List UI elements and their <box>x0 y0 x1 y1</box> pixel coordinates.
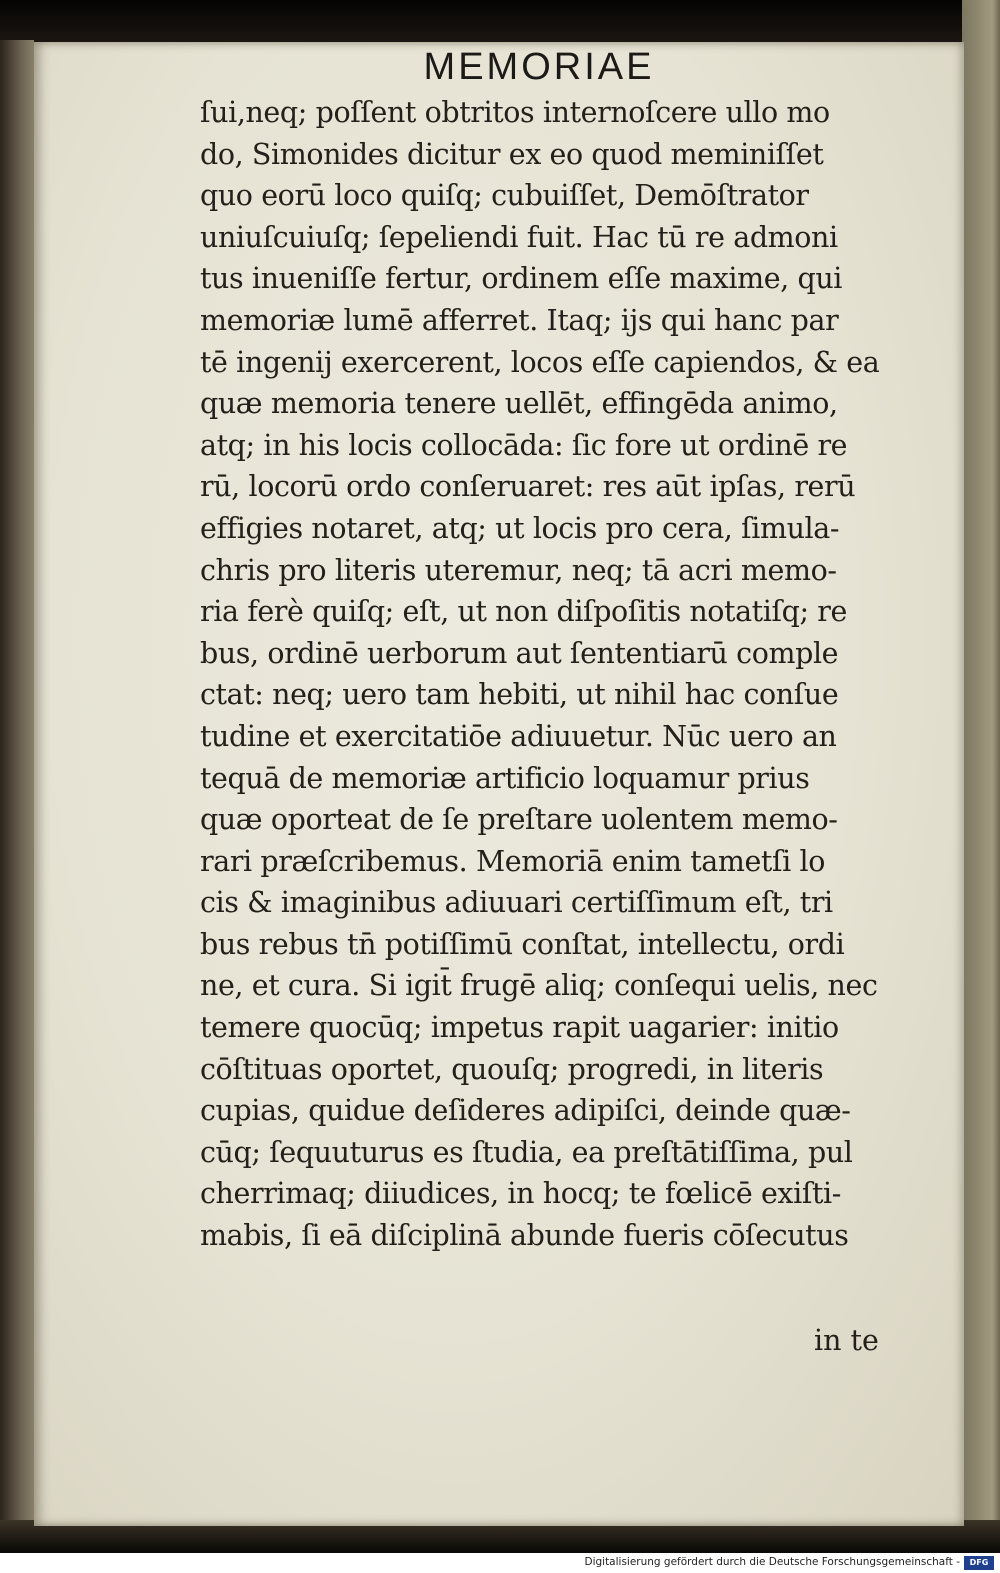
text-line: cis & imaginibus adiuuari certiſſimum eſt, tri <box>200 886 833 920</box>
catchword: in te <box>814 1324 879 1357</box>
text-line: memoriæ lumē afferret. Itaq; ijs qui hanc par <box>200 303 839 337</box>
text-line: cupias, quidue deſideres adipiſci, deinde quæ- <box>200 1094 851 1128</box>
text-line: cherrimaq; diiudices, in hocq; te fœlicē exiſti- <box>200 1177 841 1211</box>
text-line: effigies notaret, atq; ut locis pro cera, ſimula- <box>200 511 840 545</box>
text-line: uniuſcuiuſq; ſepeliendi fuit. Hac tū re admoni <box>200 220 838 254</box>
page-stack-right-edge <box>962 0 1000 1550</box>
text-line: tus inueniſſe fertur, ordinem eſſe maxime, qui <box>200 262 842 296</box>
text-line: chris pro literis uteremur, neq; tā acri memo- <box>200 553 837 587</box>
running-head: MEMORIAE <box>423 46 655 88</box>
text-line: mabis, ſi eā diſciplinā abunde fueris cōſecutus <box>200 1219 849 1253</box>
text-line: tē ingenij exercerent, locos eſſe capiendos, & ea <box>200 345 880 379</box>
book-page <box>34 42 964 1526</box>
text-line: tudine et exercitatiōe adiuuetur. Nūc uero an <box>200 719 837 753</box>
text-line: do, Simonides dicitur ex eo quod meminiſſet <box>200 137 824 171</box>
text-line: tequā de memoriæ artificio loquamur prius <box>200 761 810 795</box>
dfg-logo: DFG <box>964 1556 994 1570</box>
text-line: quæ oporteat de ſe preſtare uolentem memo- <box>200 803 838 837</box>
text-line: quæ memoria tenere uellēt, effingēda animo, <box>200 387 838 421</box>
text-line: rari præſcribemus. Memoriā enim tametſi lo <box>200 844 825 878</box>
text-line: bus, ordinē uerborum aut ſententiarū comple <box>200 636 839 670</box>
text-block <box>200 92 900 1257</box>
footer-bar <box>0 1553 1000 1573</box>
text-line: ctat: neq; uero tam hebiti, ut nihil hac conſue <box>200 678 839 712</box>
text-line: ria ferè quiſq; eſt, ut non diſpoſitis notatiſq; re <box>200 595 847 629</box>
text-line: bus rebus tn̄ potiſſimū conſtat, intellectu, ordi <box>200 927 845 961</box>
text-line: atq; in his locis collocāda: ſic fore ut ordinē re <box>200 428 848 462</box>
footer-credit: Digitalisierung gefördert durch die Deutsche Forschungsgemeinschaft - <box>584 1556 960 1568</box>
text-line: ſui,neq; poſſent obtritos internoſcere ullo mo <box>200 96 830 129</box>
binding-left-edge <box>0 40 34 1540</box>
binding-top-edge <box>0 0 1000 42</box>
text-line: ne, et cura. Si igit̄ frugē aliq; conſequi uelis, nec <box>200 969 878 1003</box>
text-line: temere quocūq; impetus rapit uagarier: initio <box>200 1011 839 1045</box>
text-line: quo eorū loco quiſq; cubuiſſet, Demōſtrator <box>200 179 809 213</box>
text-line: rū, locorū ordo conſeruaret: res aūt ipſas, rerū <box>200 470 856 504</box>
text-line: cūq; ſequuturus es ſtudia, ea preſtātiſſima, pul <box>200 1135 853 1169</box>
text-line: cōſtituas oportet, quouſq; progredi, in literis <box>200 1052 824 1086</box>
